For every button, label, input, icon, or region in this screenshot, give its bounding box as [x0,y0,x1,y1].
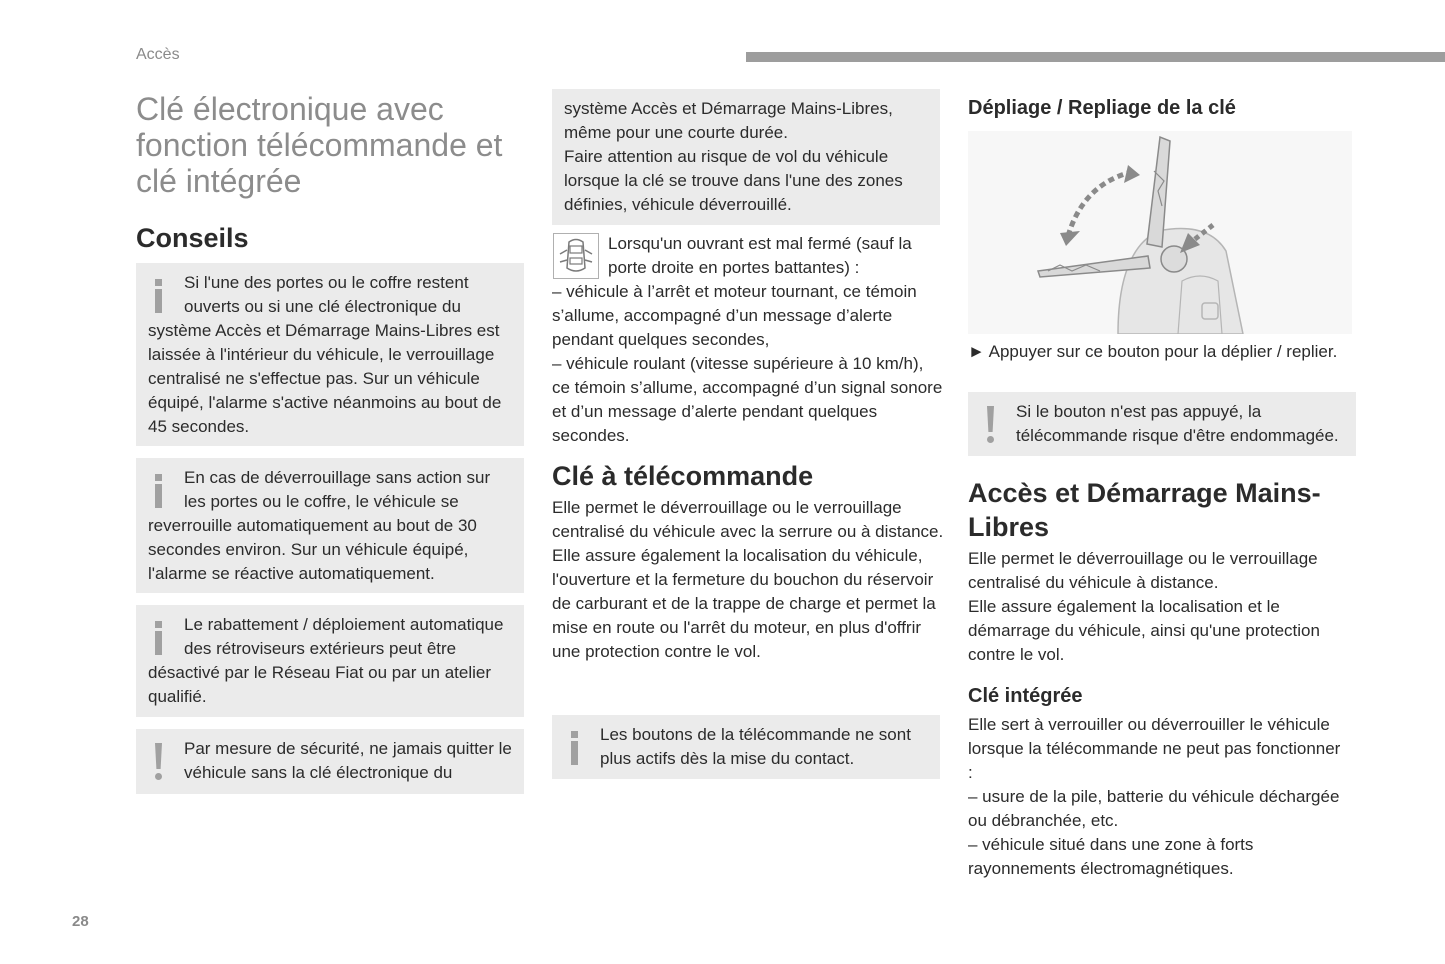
fold-key-heading: Dépliage / Repliage de la clé [968,97,1236,119]
warning-note-continued [552,89,940,225]
note-text: Si l'une des portes ou le coffre restent ouverts ou si une clé électronique du système Accès et Démarrage Mains-Libres est laissée à l'intérieur du véhicule, le verrouillage centralisé ne s'effectue pas. Sur un véhicule équipé, l'alarme s'active néanmoins au bout de 45 secondes. [148,273,502,436]
note-text: Par mesure de sécurité, ne jamais quitter le véhicule sans la clé électronique du [184,739,512,782]
handsfree-heading: Accès et Démarrage Mains-Libres [968,478,1321,542]
paragraph: Elle permet le déverrouillage ou le verrouillage centralisé du véhicule avec la serrure ou à distance. [552,498,944,541]
handsfree-text [968,547,1360,667]
open-door-list [552,280,944,448]
warning-icon [148,737,174,785]
integrated-key-text [968,713,1348,881]
list-item: – usure de la pile, batterie du véhicule déchargée ou débranchée, etc. [968,787,1340,830]
note-text: Le rabattement / déploiement automatique des rétroviseurs extérieurs peut être désactivé par le Réseau Fiat ou par un atelier qualifié. [148,615,504,706]
note-text: Si le bouton n'est pas appuyé, la télécommande risque d'être endommagée. [1016,402,1339,445]
note-text: Les boutons de la télécommande ne sont plus actifs dès la mise du contact. [600,725,911,768]
info-icon [148,466,174,514]
info-note-relock [136,458,524,593]
note-text-line2: Faire attention au risque de vol du véhicule lorsque la clé se trouve dans l'une des zones définies, véhicule déverrouillé. [564,147,903,214]
car-door-open-icon [553,233,599,279]
info-icon [148,271,174,319]
open-door-intro: Lorsqu'un ouvrant est mal fermé (sauf la porte droite en portes battantes) : [608,234,912,277]
info-note-remote-buttons [552,715,940,779]
conseils-heading: Conseils [136,223,249,253]
page-number: 28 [72,913,89,930]
info-icon [564,723,590,771]
fold-instruction: ► Appuyer sur ce bouton pour la déplier / replier. [968,342,1338,361]
paragraph: Elle sert à verrouiller ou déverrouiller le véhicule lorsque la télécommande ne peut pas fonctionner : [968,715,1341,782]
paragraph: Elle assure également la localisation du véhicule, l'ouverture et la fermeture du bouchon du réservoir de carburant et de la trappe de charge et permet la mise en route ou l'arrêt du moteur, en plus d'offrir une protection contre le vol. [552,546,936,661]
key-fold-illustration [968,131,1352,334]
page-title: Clé électronique avec fonction télécommande et clé intégrée [136,91,503,199]
header-bar [746,52,1445,62]
note-text-line1: système Accès et Démarrage Mains-Libres, même pour une courte durée. [564,99,893,142]
info-note-doors-open [136,263,524,446]
warning-note-fold [968,392,1356,456]
list-item: – véhicule situé dans une zone à forts rayonnements électromagnétiques. [968,835,1254,878]
integrated-key-heading: Clé intégrée [968,685,1083,707]
list-item: – véhicule à l’arrêt et moteur tournant, ce témoin s’allume, accompagné d’un message d’alerte pendant quelques secondes, [552,282,917,349]
paragraph: Elle assure également la localisation et le démarrage du véhicule, ainsi qu'une protection contre le vol. [968,597,1320,664]
warning-note-security [136,729,524,794]
paragraph: Elle permet le déverrouillage ou le verrouillage centralisé du véhicule à distance. [968,549,1318,592]
info-icon [148,613,174,661]
info-note-mirrors [136,605,524,717]
remote-key-heading: Clé à télécommande [552,461,814,491]
warning-icon [980,400,1006,448]
note-text: En cas de déverrouillage sans action sur les portes ou le coffre, le véhicule se reverrouille automatiquement au bout de 30 secondes environ. Sur un véhicule équipé, l'alarme se réactive automatiquement. [148,468,491,583]
remote-key-text [552,496,944,664]
list-item: – véhicule roulant (vitesse supérieure à 10 km/h), ce témoin s’allume, accompagné d’un signal sonore et d’un message d’alerte pendant quelques secondes. [552,354,943,445]
section-label: Accès [136,46,180,63]
